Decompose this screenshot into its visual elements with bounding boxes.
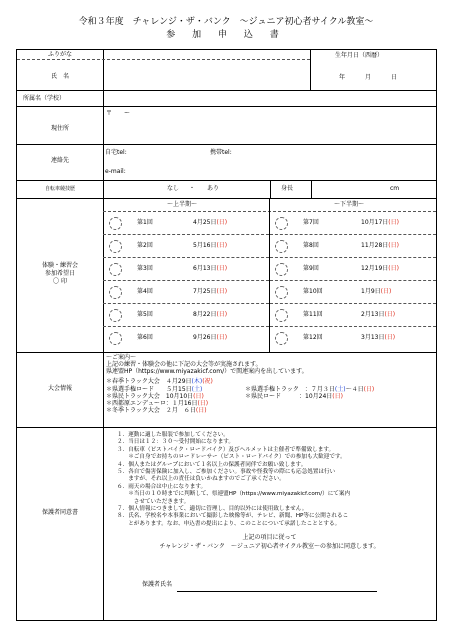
session-divider — [270, 303, 436, 304]
session-divider — [103, 234, 269, 235]
session-divider — [103, 303, 269, 304]
session-date: 3月13日(日) — [361, 334, 396, 341]
event-citizens-track: ＊県民トラック大会 10月10日(日) — [106, 393, 204, 400]
session-checkbox[interactable] — [109, 309, 122, 322]
height-unit: cm — [390, 185, 400, 192]
form-subtitle: 参 加 申 込 書 — [166, 30, 286, 40]
session-number: 第9回 — [303, 265, 319, 272]
session-number: 第2回 — [137, 242, 153, 249]
experience-separator: ・ — [189, 185, 196, 192]
first-half-heading: ～上半期～ — [167, 201, 198, 208]
event-spring-track: ＊春季トラック大会 ４月29日(木)(祝) — [106, 378, 213, 385]
birthdate-label: 生年月日（西暦） — [335, 52, 384, 59]
session-checkbox[interactable] — [275, 332, 288, 345]
session-date: 5月16日(日) — [193, 242, 228, 249]
event-citizens-road: ＊県民ロード ：10月24日(日) — [245, 393, 343, 400]
session-date: 2月13日(日) — [361, 311, 396, 318]
schedule-label-line2: 参加希望日 — [44, 270, 75, 278]
session-number: 第8回 — [303, 242, 319, 249]
event-saitobaru-enduro: ＊西都原エンデューロ：１月16日(日) — [106, 400, 209, 407]
tournament-intro-line: 県連盟HP（https://www.miyazakicf.com/）で関連案内を出しています。 — [106, 368, 308, 375]
consent-term-line: ８．氏名、学校名や本事業において撮影した映像等が、テレビ、新聞、HP等に公開されるこ — [117, 513, 349, 520]
session-date: 6月13日(日) — [193, 265, 228, 272]
home-tel-field[interactable]: 自宅tel: — [105, 149, 127, 156]
session-date: 4月25日(日) — [193, 219, 228, 226]
form-title: 令和３年度 チャレンジ・ザ・バンク ～ジュニア初心者サイクル教室～ — [78, 17, 374, 27]
session-checkbox[interactable] — [275, 309, 288, 322]
guardian-signature-line[interactable] — [177, 591, 377, 592]
session-number: 第11回 — [303, 311, 323, 318]
postal-code-field[interactable]: 〒 ー — [106, 110, 131, 117]
event-winter-track: ＊冬季トラック大会 ２月 ６日(日) — [106, 407, 207, 414]
session-date: 10月17日(日) — [361, 219, 399, 226]
schedule-label-line1: 体験・練習会 — [41, 262, 78, 269]
email-field[interactable]: e-mail: — [105, 168, 126, 175]
session-date: 8月22日(日) — [193, 311, 228, 318]
experience-none-option[interactable]: なし — [167, 185, 180, 192]
tournament-intro-heading: ～ご案内～ — [106, 354, 137, 361]
session-number: 第4回 — [137, 288, 153, 295]
consent-term-line: ７．個人情報につきまして、適切に管理し、目的以外には使用致しません。 — [117, 506, 308, 512]
session-divider — [270, 280, 436, 281]
event-pref-track: ＊県選手権トラック ：７月３日(土)～４日(日) — [245, 386, 375, 393]
affiliation-label: 所属名（学校） — [23, 95, 66, 102]
address-label: 現住所 — [50, 125, 69, 132]
session-number: 第6回 — [137, 334, 153, 341]
second-half-heading: ～下半期～ — [334, 201, 365, 208]
name-label: 氏 名 — [50, 73, 69, 80]
session-checkbox[interactable] — [109, 217, 122, 230]
session-number: 第10回 — [303, 288, 323, 295]
consent-term-line: １．運動に適した服装で参加してください。 — [117, 432, 229, 438]
session-checkbox[interactable] — [109, 240, 122, 253]
consent-term-line: ２．当日は１２：３０～受付開始になります。 — [117, 439, 235, 446]
consent-term-line: ますが、それ以上の責任は負いかねますのでご了承ください。 — [117, 476, 285, 483]
mobile-tel-field[interactable]: 携帯tel: — [210, 149, 232, 156]
birth-day-unit: 日 — [391, 74, 398, 81]
session-divider — [103, 326, 269, 327]
session-date: 7月25日(日) — [193, 288, 228, 295]
session-checkbox[interactable] — [109, 263, 122, 276]
birth-year-unit: 年 — [339, 74, 346, 81]
session-checkbox[interactable] — [275, 286, 288, 299]
consent-agree-line2: チャレンジ・ザ・バンク ～ジュニア初心者サイクル教室～の参加に同意します。 — [159, 543, 380, 550]
session-date: 12月19日(日) — [361, 265, 399, 272]
consent-term-line: とがあります。なお、申込書の提出により、このことについて承諾したこととする。 — [117, 520, 341, 527]
session-number: 第12回 — [303, 334, 323, 341]
session-date: 1月9日(日) — [361, 288, 392, 295]
tournament-intro-line: 上記の練習・体験会の他に下記の大会等が実施されます。 — [106, 361, 262, 368]
tournament-info-label: 大会情報 — [47, 385, 72, 392]
session-checkbox[interactable] — [275, 240, 288, 253]
consent-term-line: ＊当日の１０時までに判断して、県連盟HP（https://www.miyazakicf.com/）にて案内 — [117, 491, 351, 498]
cycling-experience-label: 自転車競技歴 — [44, 186, 75, 192]
session-date: 9月26日(日) — [193, 334, 228, 341]
experience-yes-option[interactable]: あり — [207, 185, 220, 192]
session-number: 第3回 — [137, 265, 153, 272]
consent-term-line: させていただきます。 — [117, 498, 190, 505]
session-checkbox[interactable] — [275, 263, 288, 276]
session-divider — [270, 257, 436, 258]
furigana-label: ふりがな — [47, 51, 72, 58]
height-label: 身長 — [281, 185, 294, 192]
session-date: 11月28日(日) — [361, 242, 399, 249]
session-number: 第7回 — [303, 219, 319, 226]
guardian-name-label: 保護者氏名 — [142, 581, 173, 588]
event-pref-road: ＊県選手権ロード ５月15日(土) — [106, 386, 203, 393]
session-divider — [270, 234, 436, 235]
consent-term-line: ５．各自で傷害保険に加入し、ご参加ください。事故や怪我等の際にも応急処置は行い — [117, 469, 336, 475]
session-checkbox[interactable] — [275, 217, 288, 230]
session-checkbox[interactable] — [109, 286, 122, 299]
consent-term-line: ６．雨天の場合は中止になります。 — [117, 483, 207, 490]
consent-term-line: ４．個人またはグループにおいて１名以上の保護者同伴でお願い致します。 — [117, 461, 307, 468]
session-divider — [103, 257, 269, 258]
consent-agree-line1: 上記の項目に従って — [242, 534, 297, 541]
session-divider — [103, 280, 269, 281]
schedule-label — [17, 262, 103, 286]
contact-label: 連絡先 — [50, 157, 69, 164]
session-number: 第1回 — [137, 219, 153, 226]
guardian-consent-label: 保護者同意書 — [41, 509, 78, 516]
consent-term-line: ＊ご自身でお持ちのロードレーサー（ピスト・ロードバイク）での参加も大歓迎です。 — [117, 454, 346, 461]
session-divider — [270, 326, 436, 327]
consent-term-line: ３．自転車（ピストバイク・ロードバイク）及びヘルメットは主催者で準備致します。 — [117, 446, 335, 453]
application-form — [16, 49, 437, 621]
session-number: 第5回 — [137, 311, 153, 318]
schedule-label-line3: 〇 印 — [53, 278, 67, 286]
birth-month-unit: 月 — [365, 74, 372, 81]
session-checkbox[interactable] — [109, 332, 122, 345]
